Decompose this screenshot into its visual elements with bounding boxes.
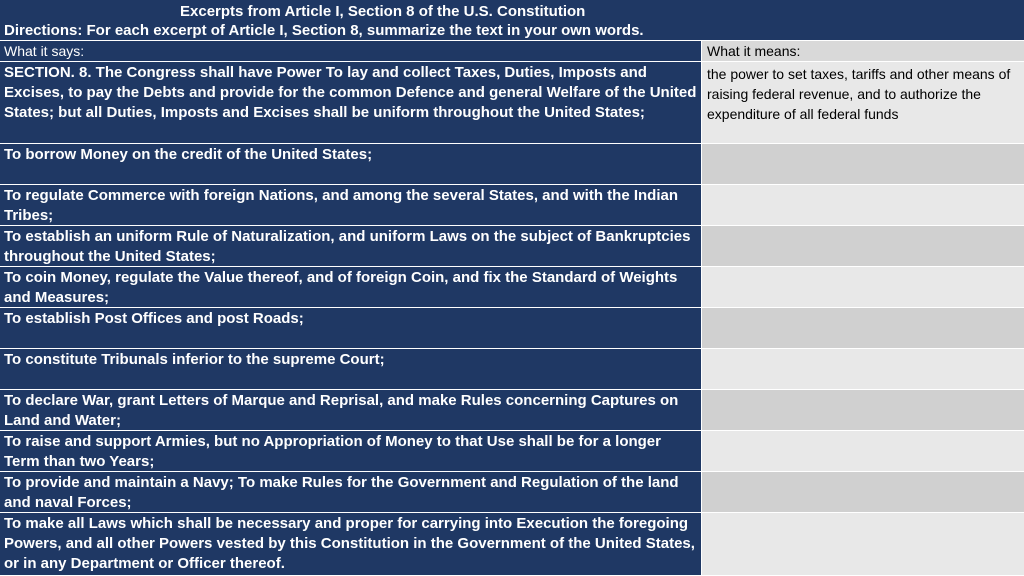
excerpt-text: To establish an uniform Rule of Naturalization, and uniform Laws on the subject of Bankruptcies throughout the United States;: [0, 226, 702, 267]
excerpt-text: To raise and support Armies, but no Appropriation of Money to that Use shall be for a longer Term than two Years;: [0, 431, 702, 472]
table-row: [0, 349, 1024, 390]
table-row: [0, 472, 1024, 513]
table-row: [0, 308, 1024, 349]
summary-cell[interactable]: [702, 185, 1024, 226]
page-title: Excerpts from Article I, Section 8 of the U.S. Constitution: [180, 3, 586, 20]
column-header-what-it-says: What it says:: [0, 41, 702, 62]
excerpt-text: To regulate Commerce with foreign Nations, and among the several States, and with the Indian Tribes;: [0, 185, 702, 226]
table-row: [0, 267, 1024, 308]
excerpt-text: To declare War, grant Letters of Marque and Reprisal, and make Rules concerning Captures on Land and Water;: [0, 390, 702, 431]
excerpt-text: To coin Money, regulate the Value thereof, and of foreign Coin, and fix the Standard of Weights and Measures;: [0, 267, 702, 308]
table-row: [0, 144, 1024, 185]
excerpt-text: To make all Laws which shall be necessary and proper for carrying into Execution the foregoing Powers, and all other Powers vested by this Constitution in the Government of the United States, or in any Department or Officer thereof.: [0, 513, 702, 576]
table-row: [0, 513, 1024, 576]
excerpt-text: To establish Post Offices and post Roads;: [0, 308, 702, 349]
excerpt-text: To provide and maintain a Navy; To make Rules for the Government and Regulation of the land and naval Forces;: [0, 472, 702, 513]
title-block: [0, 0, 1024, 41]
excerpt-text: To borrow Money on the credit of the United States;: [0, 144, 702, 185]
table-row: [0, 226, 1024, 267]
summary-cell[interactable]: [702, 431, 1024, 472]
summary-cell[interactable]: [702, 226, 1024, 267]
summary-cell[interactable]: [702, 390, 1024, 431]
table-row: [0, 185, 1024, 226]
table-header-row: [0, 41, 1024, 62]
table-row: [0, 62, 1024, 144]
excerpt-text: To constitute Tribunals inferior to the supreme Court;: [0, 349, 702, 390]
summary-cell[interactable]: [702, 349, 1024, 390]
excerpt-text: SECTION. 8. The Congress shall have Power To lay and collect Taxes, Duties, Imposts and Excises, to pay the Debts and provide for the common Defence and general Welfare of the United States; but all Duties, Imposts and Excises shall be uniform throughout the United States;: [0, 62, 702, 144]
summary-cell[interactable]: [702, 472, 1024, 513]
summary-cell[interactable]: [702, 513, 1024, 576]
summary-cell[interactable]: the power to set taxes, tariffs and other means of raising federal revenue, and to authorize the expenditure of all federal funds: [702, 62, 1024, 144]
summary-cell[interactable]: [702, 144, 1024, 185]
table-row: [0, 390, 1024, 431]
column-header-what-it-means: What it means:: [702, 41, 1024, 62]
directions-text: Directions: For each excerpt of Article I, Section 8, summarize the text in your own words.: [4, 22, 644, 39]
table-row: [0, 431, 1024, 472]
summary-cell[interactable]: [702, 267, 1024, 308]
summary-cell[interactable]: [702, 308, 1024, 349]
